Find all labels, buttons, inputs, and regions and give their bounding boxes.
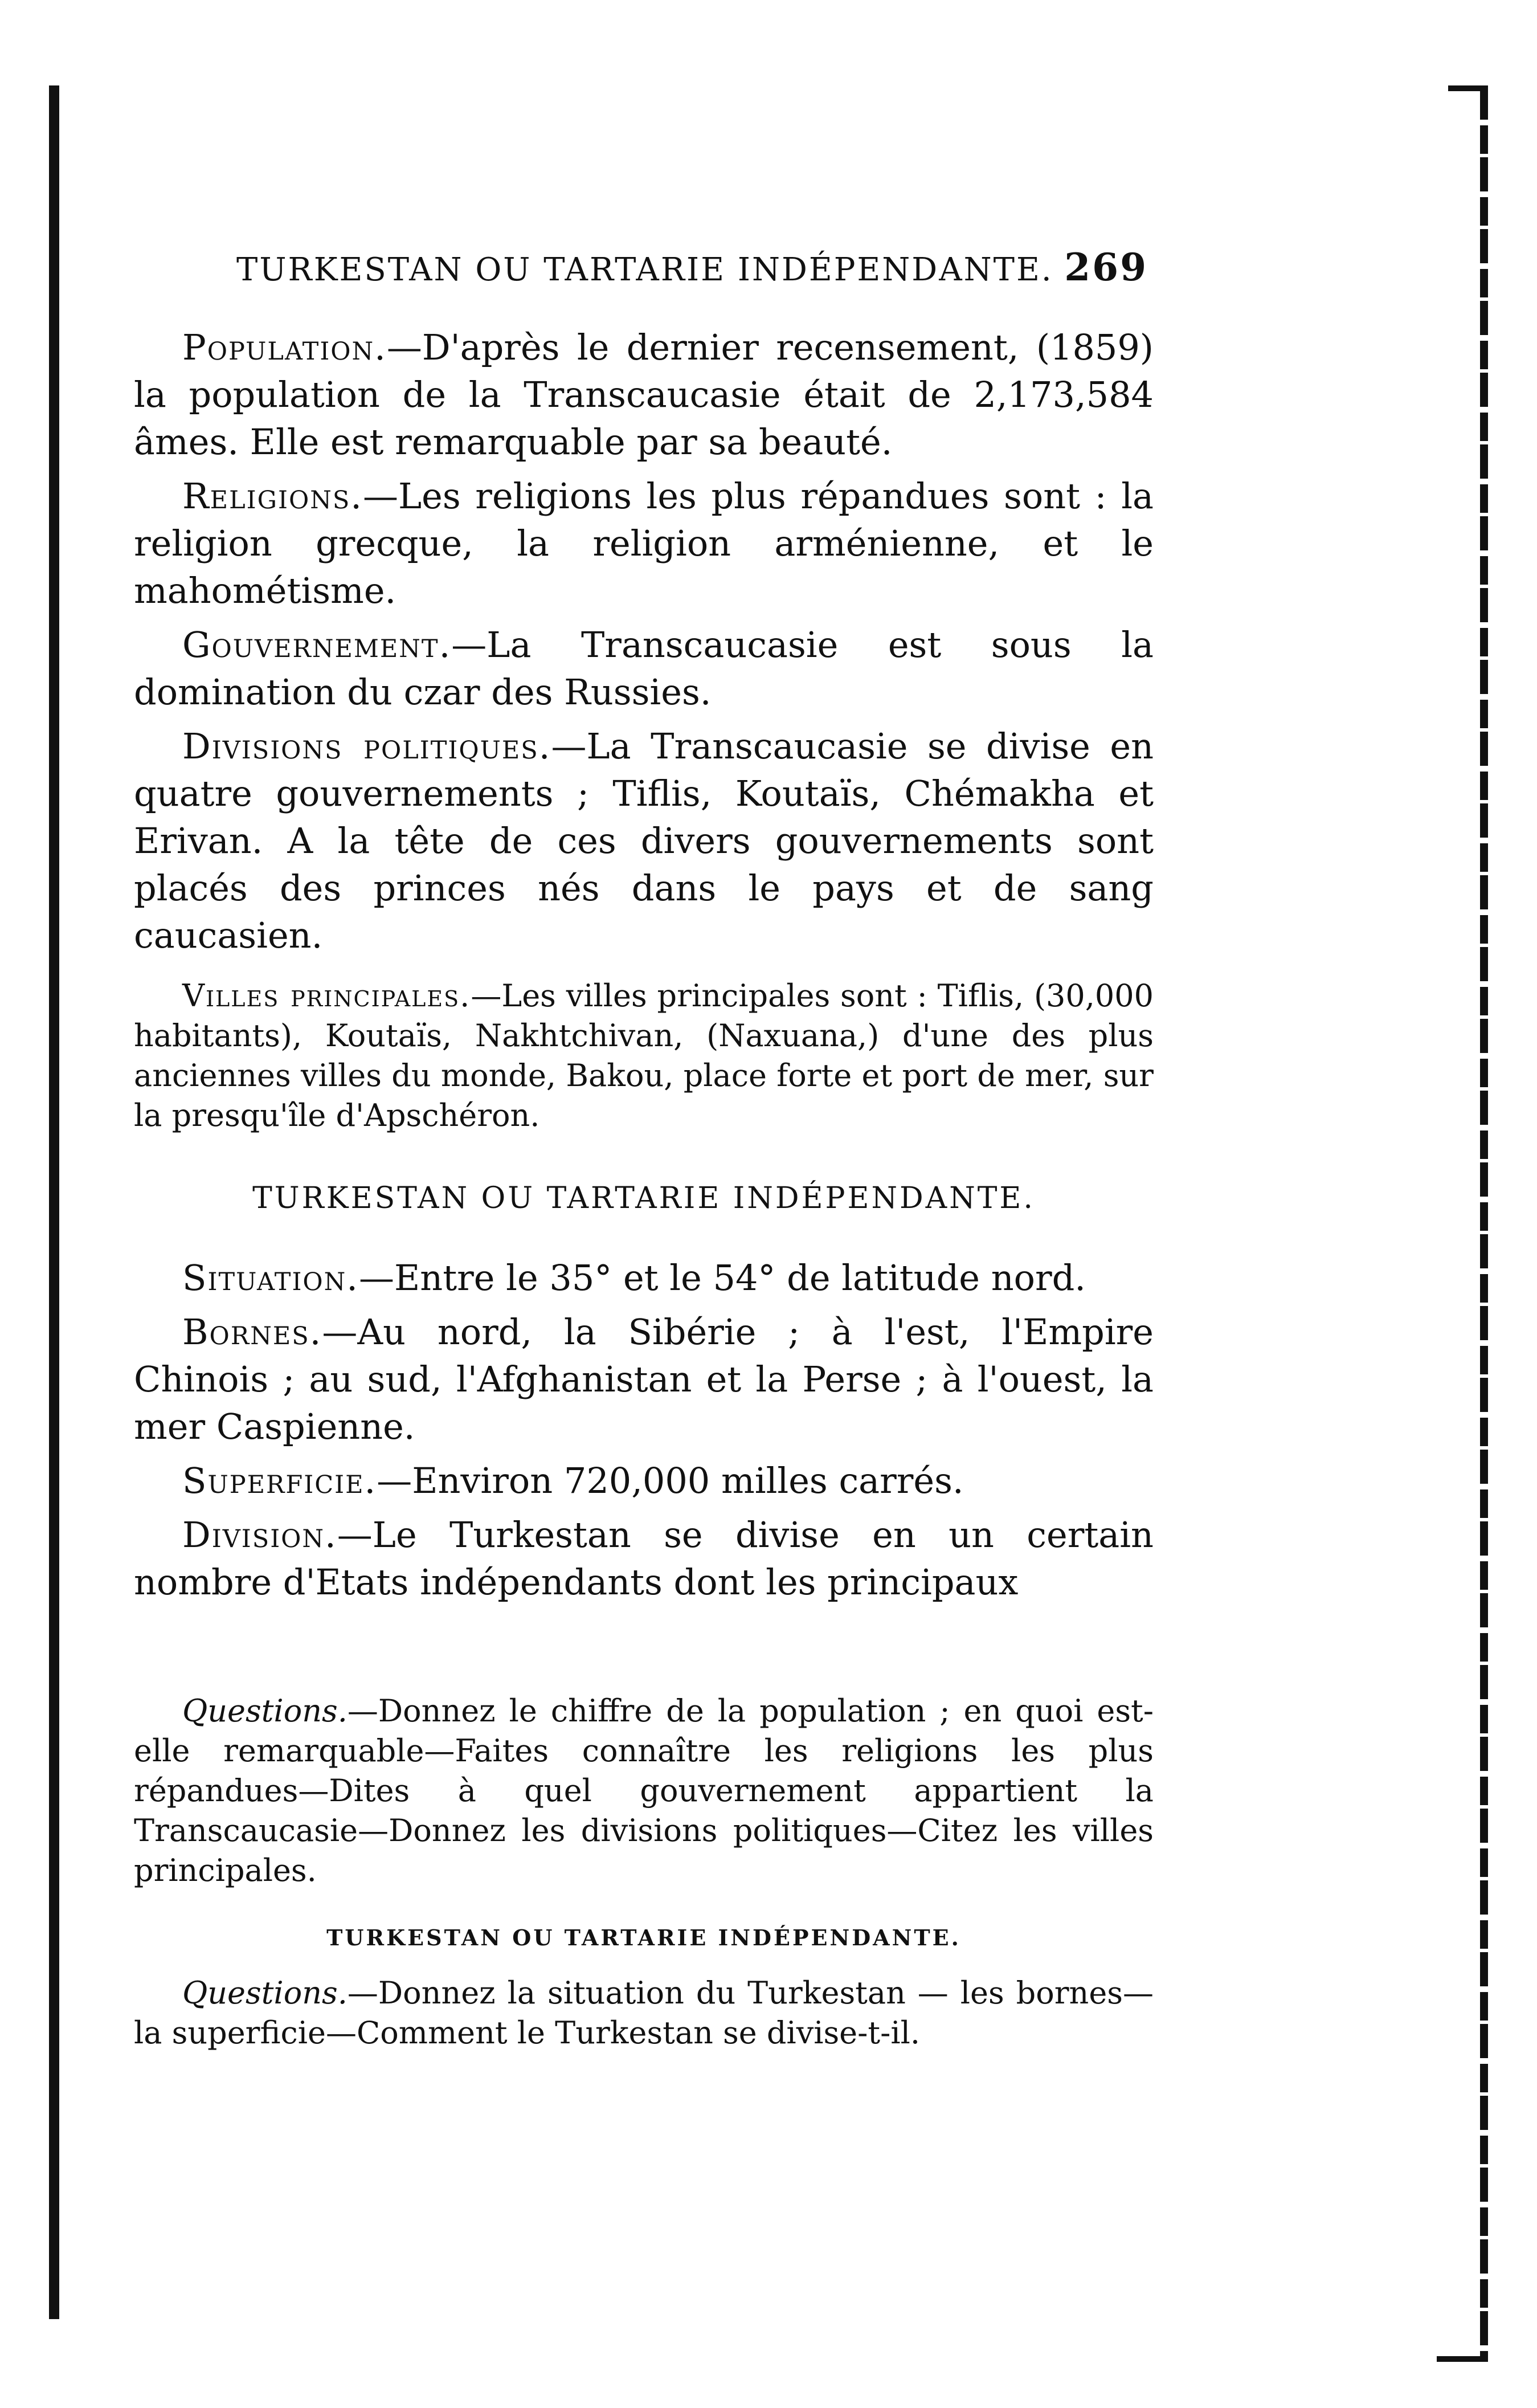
paragraph-heading: Superficie.: [182, 1460, 377, 1501]
paragraph-population: [134, 324, 1154, 466]
paragraph-heading: Division.: [182, 1514, 337, 1556]
questions-label: Questions.: [182, 1975, 348, 2011]
paragraph-situation: [134, 1254, 1154, 1301]
paragraph-villes: [134, 976, 1154, 1136]
paragraph-divisions: [134, 723, 1154, 959]
paragraph-religions: [134, 472, 1154, 614]
paragraph-bornes: [134, 1308, 1154, 1450]
questions-heading: TURKESTAN OU TARTARIE INDÉPENDANTE.: [326, 1925, 961, 1950]
scan-edge-cap-bottom: [1437, 2356, 1488, 2362]
paragraph-heading: Villes principales.: [182, 978, 471, 1014]
paragraph-heading: Situation.: [182, 1257, 359, 1299]
questions-text: —Donnez le chiffre de la population ; en quoi est-elle remarquable—Faites connaître les religions les plus répandues—Dites à quel gouvernement appartient la Transcaucasie—Donnez les divisions politiques—Citez les villes principales.: [134, 1693, 1154, 1888]
paragraph-text: —Au nord, la Sibérie ; à l'est, l'Empire Chinois ; au sud, l'Afghanistan et la Perse ; à l'ouest, la mer Caspienne.: [134, 1311, 1154, 1447]
running-head: [134, 245, 1154, 289]
paragraph-text: —La Transcaucasie est sous la domination du czar des Russies.: [134, 624, 1154, 713]
paragraph-text: —La Transcaucasie se divise en quatre gouvernements ; Tiflis, Koutaïs, Chémakha et Erivan. A la tête de ces divers gouvernements sont placés des princes nés dans le pays et de sang caucasien.: [134, 725, 1154, 956]
paragraph-division: [134, 1511, 1154, 1606]
questions-label: Questions.: [182, 1693, 348, 1729]
questions-turkestan: [134, 1973, 1154, 2053]
scan-edge-left: [49, 85, 59, 2319]
paragraph-text: —Les villes principales sont : Tiflis, (30,000 habitants), Koutaïs, Nakhtchivan, (Naxuana,) d'une des plus anciennes villes du monde, Bakou, place forte et port de mer, sur la presqu'île d'Apschéron.: [134, 978, 1154, 1133]
page-number: 269: [1064, 245, 1148, 289]
questions-transcaucasie: [134, 1691, 1154, 1891]
scan-edge-right: [1480, 85, 1488, 2359]
paragraph-heading: Divisions politiques.: [182, 725, 551, 767]
book-page: [134, 245, 1154, 2053]
paragraph-heading: Population.: [182, 326, 387, 368]
paragraph-text: —Entre le 35° et le 54° de latitude nord.: [359, 1257, 1086, 1299]
paragraph-gouvernement: [134, 621, 1154, 716]
paragraph-heading: Gouvernement.: [182, 624, 452, 666]
questions-text: —Donnez la situation du Turkestan — les bornes—la superficie—Comment le Turkestan se divise-t-il.: [134, 1975, 1154, 2051]
paragraph-text: —D'après le dernier recensement, (1859) la population de la Transcaucasie était de 2,173,584 âmes. Elle est remarquable par sa beauté.: [134, 326, 1154, 463]
paragraph-text: —Le Turkestan se divise en un certain nombre d'Etats indépendants dont les principaux: [134, 1514, 1154, 1603]
paragraph-text: —Environ 720,000 milles carrés.: [377, 1460, 964, 1501]
paragraph-heading: Religions.: [182, 475, 363, 517]
paragraph-text: —Les religions les plus répandues sont : la religion grecque, la religion arménienne, et le mahométisme.: [134, 475, 1154, 611]
running-head-title: TURKESTAN OU TARTARIE INDÉPENDANTE.: [236, 251, 1053, 288]
paragraph-heading: Bornes.: [182, 1311, 322, 1353]
section-title: TURKESTAN OU TARTARIE INDÉPENDANTE.: [252, 1181, 1035, 1215]
paragraph-superficie: [134, 1457, 1154, 1504]
questions-footnotes: [134, 1691, 1154, 2053]
